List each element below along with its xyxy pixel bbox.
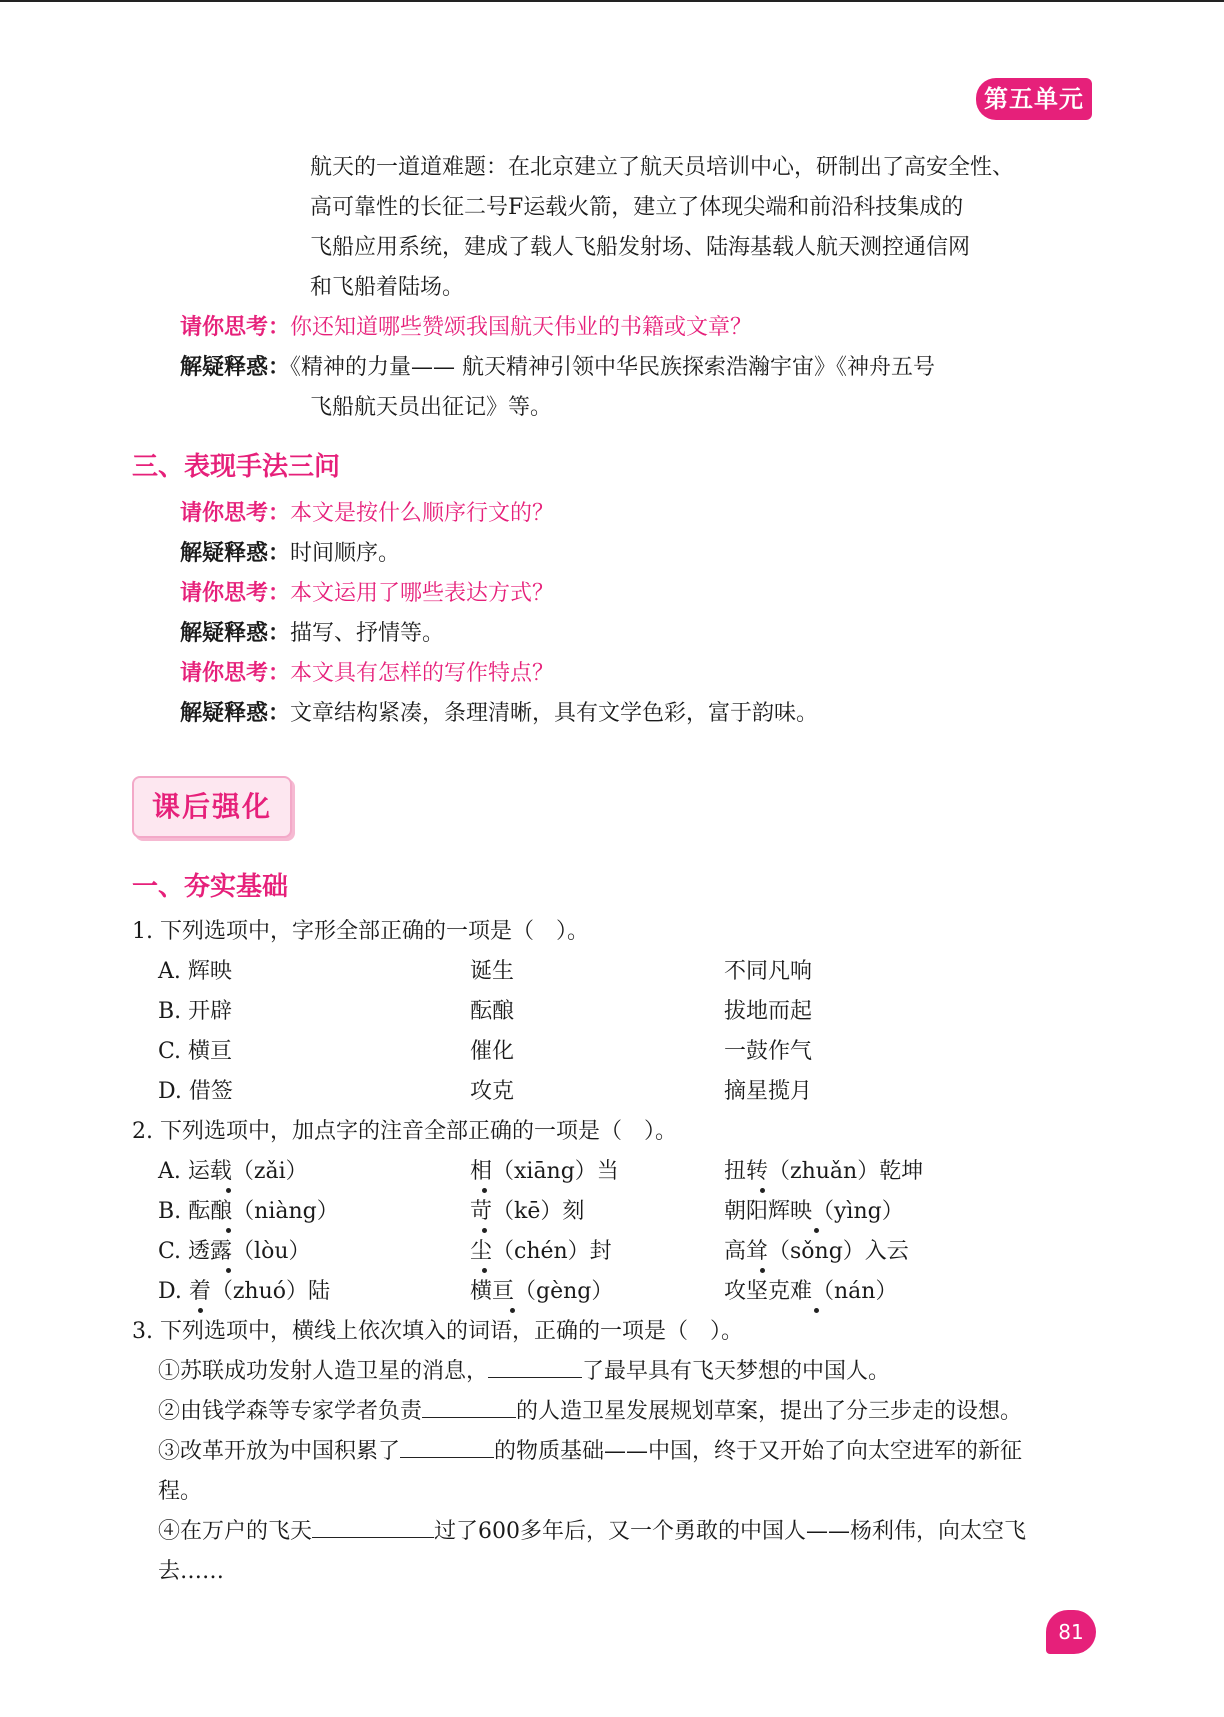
option-c: 一鼓作气: [724, 1039, 813, 1064]
think-label: 请你思考：: [180, 581, 291, 606]
option-a: A. 运载（zǎi）: [158, 1159, 308, 1184]
paragraph-line: 航天的一道道难题：在北京建立了航天员培训中心，研制出了高安全性、: [310, 155, 1015, 180]
part-heading: 一、夯实基础: [132, 872, 289, 902]
option-d: 攻克: [470, 1079, 515, 1104]
think-row: [180, 574, 554, 614]
sentence-1: [158, 1352, 890, 1392]
answer-text: 文章结构紧凑，条理清晰，具有文学色彩，富于韵味。: [290, 701, 819, 726]
sentence-text: 过了600多年后，又一个勇敢的中国人——杨利伟，向太空飞: [434, 1519, 1027, 1544]
think-row: [180, 308, 752, 348]
answer-text: 飞船航天员出征记》等。: [310, 395, 553, 420]
think-text: 本文是按什么顺序行文的？: [290, 501, 555, 526]
option-c: 尘（chén）封: [470, 1239, 612, 1264]
emphasis-dot: [226, 1268, 231, 1273]
option-c: C. 横亘: [158, 1039, 233, 1064]
option-d: D. 借签: [158, 1079, 233, 1104]
question-stem: 3. 下列选项中，横线上依次填入的词语，正确的一项是（ ）。: [132, 1319, 743, 1344]
paragraph-line: 和飞船着陆场。: [310, 275, 465, 300]
sentence-2: [158, 1392, 1022, 1432]
emphasis-dot: [482, 1228, 487, 1233]
option-c: 高耸（sǒng）入云: [724, 1239, 909, 1264]
sentence-text: 的人造卫星发展规划草案，提出了分三步走的设想。: [516, 1399, 1023, 1424]
option-b: 朝阳辉映（yìng）: [724, 1199, 904, 1224]
think-text: 本文具有怎样的写作特点？: [290, 661, 555, 686]
emphasis-dot: [482, 1268, 487, 1273]
fill-blank[interactable]: [400, 1437, 494, 1458]
option-a: 相（xiāng）当: [470, 1159, 619, 1184]
option-b: B. 开辟: [158, 999, 233, 1024]
think-label: 请你思考：: [180, 315, 291, 340]
question-stem: 1. 下列选项中，字形全部正确的一项是（ ）。: [132, 919, 589, 944]
unit-badge: 第五单元: [976, 78, 1092, 120]
page-number: 81: [1046, 1610, 1096, 1654]
option-c: C. 透露（lòu）: [158, 1239, 311, 1264]
answer-row: [180, 348, 935, 388]
fill-blank[interactable]: [422, 1397, 516, 1418]
sentence-text: ④在万户的飞天: [158, 1519, 313, 1544]
option-b: B. 酝酿（niàng）: [158, 1199, 339, 1224]
option-a: 诞生: [470, 959, 515, 984]
sentence-text: 的物质基础——中国，终于又开始了向太空进军的新征: [494, 1439, 1023, 1464]
paragraph-line: 飞船应用系统，建成了载人飞船发射场、陆海基载人航天测控通信网: [310, 235, 971, 260]
sentence-text: ①苏联成功发射人造卫星的消息，: [158, 1359, 489, 1384]
option-b: 苛（kē）刻: [470, 1199, 585, 1224]
sentence-text: ②由钱学森等专家学者负责: [158, 1399, 423, 1424]
emphasis-dot: [814, 1228, 819, 1233]
emphasis-dot: [226, 1228, 231, 1233]
answer-row: [180, 614, 444, 654]
emphasis-dot: [760, 1188, 765, 1193]
question-stem: 2. 下列选项中，加点字的注音全部正确的一项是（ ）。: [132, 1119, 677, 1144]
sentence-4-cont: 去……: [158, 1559, 225, 1584]
answer-label: 解疑释惑：: [180, 621, 291, 646]
option-a: 扭转（zhuǎn）乾坤: [724, 1159, 924, 1184]
section-heading: 三、表现手法三问: [132, 452, 341, 482]
after-class-label: 课后强化: [132, 776, 292, 838]
answer-label: 解疑释惑：: [180, 541, 291, 566]
answer-row: [180, 534, 400, 574]
option-d: D. 着（zhuó）陆: [158, 1279, 331, 1304]
sentence-3-cont: 程。: [158, 1479, 203, 1504]
think-row: [180, 654, 554, 694]
answer-text: 《精神的力量—— 航天精神引领中华民族探索浩瀚宇宙》《神舟五号: [290, 355, 936, 380]
emphasis-dot: [482, 1188, 487, 1193]
think-text: 你还知道哪些赞颂我国航天伟业的书籍或文章？: [290, 315, 753, 340]
think-row: [180, 494, 554, 534]
think-label: 请你思考：: [180, 501, 291, 526]
sentence-text: 了最早具有飞天梦想的中国人。: [582, 1359, 891, 1384]
think-label: 请你思考：: [180, 661, 291, 686]
option-a: A. 辉映: [158, 959, 232, 984]
answer-text: 时间顺序。: [290, 541, 401, 566]
option-d: 摘星揽月: [724, 1079, 813, 1104]
answer-label: 解疑释惑：: [180, 355, 291, 380]
answer-row: [180, 694, 818, 734]
sentence-text: ③改革开放为中国积累了: [158, 1439, 401, 1464]
option-d: 攻坚克难（nán）: [724, 1279, 898, 1304]
answer-text: 描写、抒情等。: [290, 621, 445, 646]
emphasis-dot: [814, 1308, 819, 1313]
fill-blank[interactable]: [488, 1357, 582, 1378]
option-b: 拔地而起: [724, 999, 813, 1024]
option-c: 催化: [470, 1039, 515, 1064]
option-a: 不同凡响: [724, 959, 813, 984]
fill-blank[interactable]: [312, 1517, 434, 1538]
emphasis-dot: [226, 1188, 231, 1193]
paragraph-line: 高可靠性的长征二号F运载火箭，建立了体现尖端和前沿科技集成的: [310, 195, 964, 220]
sentence-3: [158, 1432, 1022, 1472]
top-border: [0, 0, 1224, 2]
sentence-4: [158, 1512, 1026, 1552]
answer-label: 解疑释惑：: [180, 701, 291, 726]
option-d: 横亘（gèng）: [470, 1279, 614, 1304]
option-b: 酝酿: [470, 999, 515, 1024]
think-text: 本文运用了哪些表达方式？: [290, 581, 555, 606]
emphasis-dot: [760, 1268, 765, 1273]
